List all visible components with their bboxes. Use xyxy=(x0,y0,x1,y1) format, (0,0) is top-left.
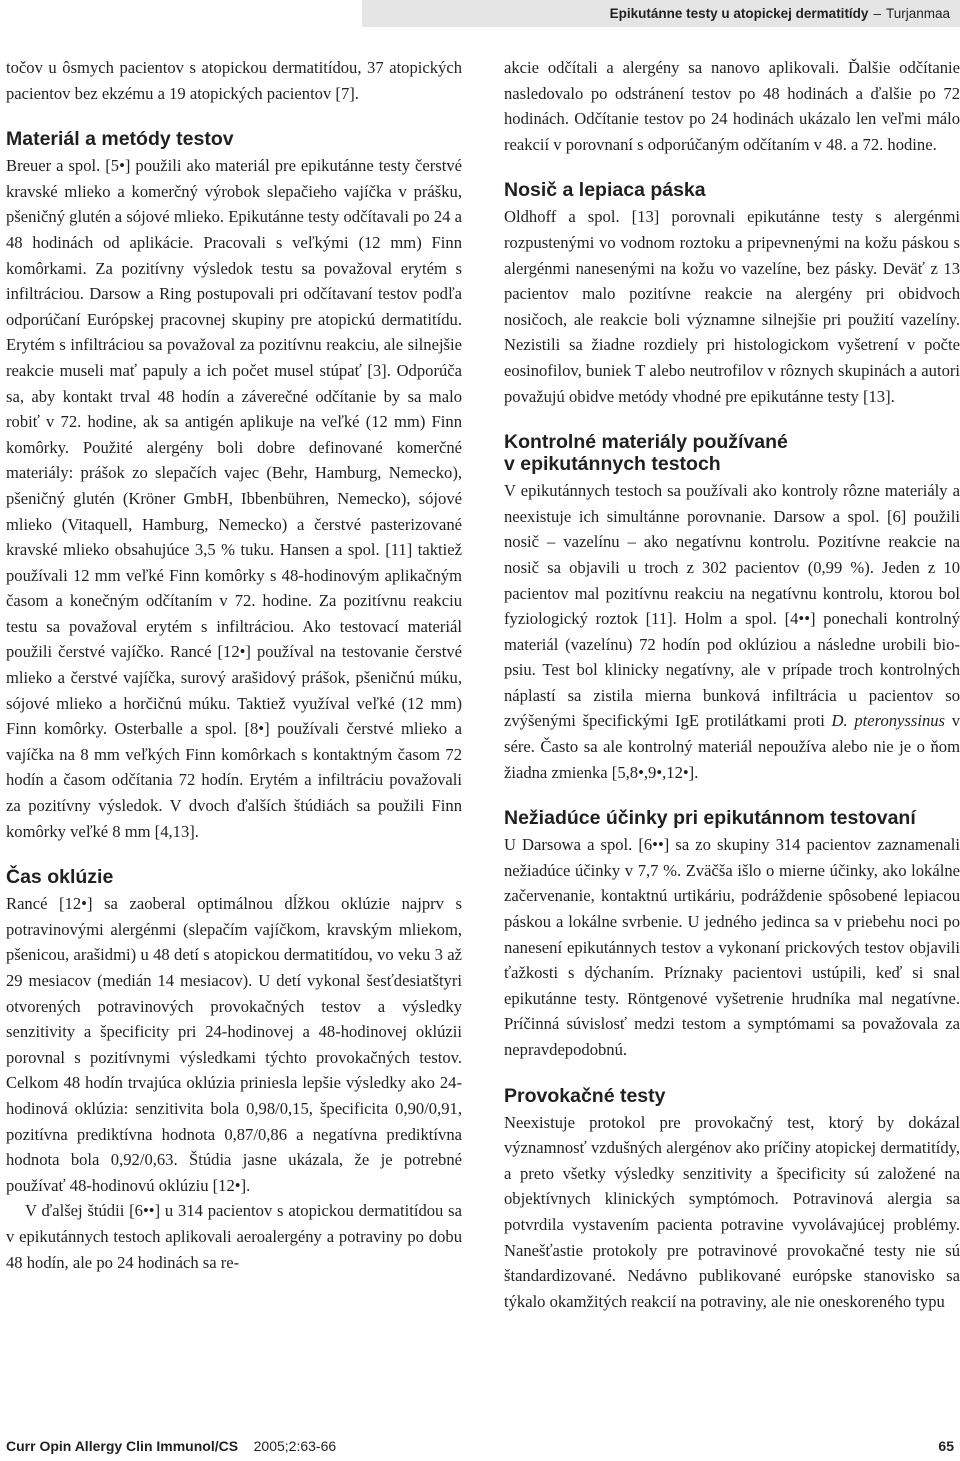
controls-text-a: V epikutánnych testoch sa používali ako kontroly rôzne materiály a neexistuje ich simultánne porovnanie. Darsow a spol. [6] použili nosič – vazelínu – ako negatívnu kontrolu. Pozitívne reakcie na nosič sa objavili u troch z 302 pacientov (0,99 %). Jeden z 10 pacientov mal pozitívnu reakciu na negatívnu kontrolu, ktorou bol fyziologický roztok [11]. Holm a spol. [4••] ponechali kontrolný materiál (vazelínu) 72 hodín pod oklúziou a následne urobili biopsiu. Test bol klinicky negatívny, ale v prípade troch kontrolných náplastí sa zistila mierna bunková infiltrácia u pacientov so zvýšenými špecifickými IgE protilátkami proti xyxy=(504,481,960,731)
controls-text-b: v sére. Často sa ale kontrolný materiál nepoužíva alebo nie je o ňom žiadna zmienka [5,8•,9•,12•]. xyxy=(504,711,960,782)
species-name: D. pteronyssinus xyxy=(831,711,945,731)
intro-paragraph: točov u ôsmych pacientov s atopickou dermatitídou, 37 atopických pacientov bez ekzému a 19 atopických pacientov [7]. xyxy=(6,58,462,103)
page-number: 65 xyxy=(938,1438,954,1454)
controls-paragraph xyxy=(504,478,960,785)
controls-heading-line2: v epikutánnych testoch xyxy=(504,453,721,476)
footer-journal: Curr Opin Allergy Clin Immunol/CS xyxy=(6,1438,239,1454)
controls-heading xyxy=(504,431,960,475)
running-header-title: Epikutánne testy u atopickej dermatitídy xyxy=(609,6,869,21)
right-column xyxy=(504,55,960,1314)
footer-journal-line xyxy=(6,1438,336,1454)
occlusion-paragraph-2: V ďalšej štúdii [6••] u 314 pacientov s atopickou dermatitídou sa v epikutánnych testoch aplikovali aeroalergény a potraviny po dobu 48 hodín, ale po 24 hodinách sa re- xyxy=(6,1201,462,1272)
provocation-paragraph: Neexistuje protokol pre provokačný test, ktorý by dokázal významnosť vzdušných alergénov ako príčiny atopickej dermatitídy, a preto všetky výsledky senzitivity a špecificity sú založené na objektívnych klinických symptómoch. Potravinová alergia sa potvrdila vystavením pacienta potravine vyvolávajúcej problémy. Nanešťastie protokoly pre potravinové provokačné testy nie sú štandardizované. Nedávno publikované európske stanovisko sa týkalo okamžitých reakcií na potraviny, ale nie oneskoreného typu xyxy=(504,1112,960,1311)
carrier-heading: Nosič a lepiaca páska xyxy=(504,179,706,202)
page-footer xyxy=(6,1421,954,1461)
controls-heading-line1: Kontrolné materiály používané xyxy=(504,431,788,454)
footer-citation: 2005;2:63-66 xyxy=(253,1438,337,1454)
running-header-separator: – xyxy=(873,6,881,21)
continuation-paragraph: akcie odčítali a alergény sa nanovo aplikovali. Ďalšie odčítanie nasledovalo po odstránení testov po 48 hodinách a ďalšie po 72 hodinách. Odčítanie testov po 24 hodinách ukázalo len veľmi málo reakcií v porovnaní s odporúčaným odčítaním v 48. a 72. hodine. xyxy=(504,58,960,154)
adverse-paragraph: U Darsowa a spol. [6••] sa zo skupiny 314 pacientov zaznamenali nežiadúce účinky v 7,7 %. Zväčša išlo o mierne účinky, ako lokálne začervenanie, kontaktnú urtikáriu, podráždenie spôsobené lepiacou páskou a lokálne svrbenie. U jedného jedinca sa v priebehu noci po nanesení epikutánnych testov a vykonaní prickových testov objavili ťažkosti s dýchaním. Príznaky pacientovi ustúpili, keď si snal epikutánne testy. Röntgenové vyšetrenie hrudníka mal negatívne. Príčinná súvislosť medzi testom a symptómami sa považovala za nepravdepodobnú. xyxy=(504,835,960,1059)
occlusion-paragraph-1: Rancé [12•] sa zaoberal optimálnou dĺžkou oklúzie najprv s potravinovými alergénmi (slepačím vajíčkom, kravským mliekom, pšenicou, arašidmi) u 48 detí s atopickou dermatitídou, vo veku 3 až 29 mesiacov (medián 14 mesiacov). U detí vykonal šesťdesiatštyri otvorených potravinových provokačných testov a výsledky senzitivity a špecificity pri 24-hodinovej a 48-hodinovej oklúzii porovnal s pozitívnymi výsledkami týchto provokačných testov. Celkom 48 hodín trvajúca oklúzia priniesla lepšie výsledky ako 24-hodinová oklúzia: senzitivita bola 0,98/0,15, špecificita 0,90/0,91, pozitívna prediktívna hodnota 0,87/0,86 a negatívna prediktívna hodnota bola 0,92/0,63. Štúdia jasne ukázala, že je potrebné používať 48-hodinovú oklúziu [12•]. xyxy=(6,894,462,1195)
carrier-paragraph: Oldhoff a spol. [13] porovnali epikutánne testy s alergénmi rozpustenými vo vodnom roztoku a pripevnenými na kožu páskou s alergénmi nanesenými na kožu vo vazelíne, bez pásky. Deväť z 13 pacientov malo pozitívne reakcie na alergény pri obidvoch nosičoch, ale reakcie boli významne silnejšie pri použití vazelíny. Nezistili sa žiadne rozdiely pri histologickom vyšetrení v počte eosinofilov, buniek T alebo neutrofilov v rôznych skupinách a autori považujú obidve metódy vhodné pre epikutánne testy [13]. xyxy=(504,207,960,406)
left-column xyxy=(6,55,462,1275)
materials-paragraph: Breuer a spol. [5•] použili ako materiál pre epikutánne testy čerstvé kravské mlieko a komerčný výrobok slepačieho vajíčka v prášku, pšeničný glutén a sójové mlieko. Epikutánne testy odčítavali po 24 a 48 hodinách od aplikácie. Pracovali s veľkými (12 mm) Finn komôrkami. Za pozitívny výsledok testu sa považoval erytém s infiltráciou. Darsow a Ring postupovali pri odčítavaní testov podľa odporúčaní Európskej pracovnej skupiny pre atopickú dermatitídu. Erytém s infiltráciou sa považoval za pozitívnu reakciu, ale silnejšie reakcie museli mať papuly a ich počet musel stúpať [3]. Odporúča sa, aby kontakt trval 48 hodín a záverečné odčítanie by sa malo robiť v 72. hodine, ak sa antigén aplikuje na veľké (12 mm) Finn komôrky. Použité alergény boli dobre definované komerčné materiály: prášok zo slepačích vajec (Behr, Hamburg, Nemecko), pšeničný glutén (Kröner GmbH, Ibbenbühren, Nemecko), sójové mlieko (Vitaquell, Hamburg, Nemecko) a čerstvé pasterizované kravské mlieko obsahujúce 3,5 % tuku. Hansen a spol. [11] taktiež používali 12 mm veľké Finn komôrky s 48-hodinovým aplikačným časom a konečným odčítaním v 72. hodine. Za pozitívnu reakciu testu sa považoval erytém s infiltráciou. Ako testovací materiál použili čerstvé vajíčko. Rancé [12•] používal na testovanie čerstvé mlieko a čerstvé vajíčka, surový arašidový prášok, pšeničnú múku, sójové mlieko a horčičnú múku. Taktiež využíval veľké (12 mm) Finn komôrky. Osterballe a spol. [8•] používali čerstvé mlieko a vajíčka na 8 mm veľkých Finn komôrkach s kontaktným časom 72 hodín a časom odčítania 72 hodín. Erytém a infiltráciu považovali za pozitívny výsledok. V dvoch ďalších štúdiách sa použili Finn komôrky veľké 8 mm [4,13]. xyxy=(6,156,462,841)
materials-heading: Materiál a metódy testov xyxy=(6,128,234,151)
adverse-heading: Nežiadúce účinky pri epikutánnom testovaní xyxy=(504,807,916,830)
running-header xyxy=(362,0,960,27)
running-header-author: Turjanmaa xyxy=(885,6,950,21)
provocation-heading: Provokačné testy xyxy=(504,1084,666,1107)
occlusion-heading: Čas oklúzie xyxy=(6,866,114,889)
